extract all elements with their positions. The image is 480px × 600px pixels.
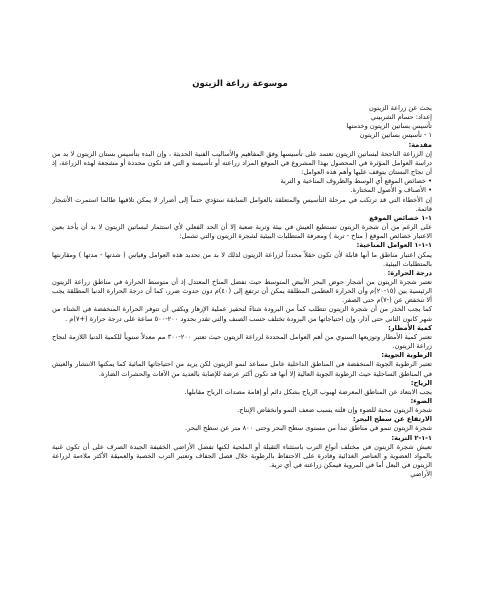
- section-heading: ١-١-١ العوامل المناخية:: [356, 241, 432, 250]
- paragraph: بحث عن زراعة الزيتون: [368, 104, 432, 112]
- paragraph: شجرة الزيتون محبة للضوء وإن قلته يسبب ضعف النمو وانخفاض الإنتاج.: [237, 406, 432, 415]
- paragraph: شجرة الزيتون تنمو في مناطق تبدأ من مستوى سطح البحر وحتى ٨٠٠ متر عن سطح البحر.: [185, 424, 432, 433]
- section-heading: الارتفاع عن سطح البحر:: [352, 415, 432, 424]
- paragraph: تأسيس بساتين الزيتون وخدمتها: [346, 122, 432, 131]
- paragraph: الأراضي: [410, 470, 432, 479]
- list-item: • الأصناف و الأصول المختارة.: [350, 186, 432, 195]
- paragraph: كما يجب الحذر من أن شجرة الزيتون تتطلب كماً من البرودة شتاءً لتحفيز عملية الإزهار ويكفي أن تتوفر الحرارة المنخفضة في الشتاء من شهر كانون الثاني حتى آذار، وإن احتياجاتها من البرودة تختلف حسب الصنف والتي تقدر بحدود ٢٠٠-٥٠٠ ساعة على درجة حرارة (+٧)م .: [52, 305, 432, 323]
- paragraph: تعتبر كمية الأمطار وتوزيعها السنوي من أهم العوامل المحددة لزراعة الزيتون حيث تعتبر ٢٠٠-٣٠٠ مم معدلاً سنوياً للكمية الدنيا اللازمة لنجاح زراعة الزيتون.: [52, 332, 432, 351]
- list-item: • خصائص الموقع أي الوسط والظروف المناخية و التربة: [280, 177, 432, 186]
- section-heading: الرطوبة الجوية:: [381, 351, 432, 360]
- paragraph: يجب الابتعاد عن المناطق المعرضة لهبوب الرياح بشكل دائم أو إقامة مصدات الرياح مقابلها.: [184, 387, 432, 396]
- paragraph: تعتبر الرطوبة الجوية المنخفضة في المناطق الداخلية عامل مساعد لنمو الزيتون لكن يزيد من احتياجاتها المائية كما يمكنها الانتشار والعيش في المناطق الساحلية حيث الرطوبة الجوية العالية إلا أنها قد تكون أكثر عرضة للإصابة بالعديد من الآفات والحشرات الضارة.: [52, 360, 432, 378]
- section-heading: الضوء:: [410, 397, 432, 405]
- paragraph: إن الأخطاء التي قد ترتكب في مرحلة التأسيس والمتعلقة بالعوامل السابقة ستؤدي حتماً إلى أضرار لا يمكن تلافيها طالما استمرت الأشجار قائمة.: [52, 195, 432, 213]
- paragraph: على الرغم من أن شجرة الزيتون تستطيع العيش في بيئة وتربة صعبة إلا أن الحد الفعلي لأي استثمار لبساتين الزيتون لا بد أن يأخذ بعين الاعتبار خصائص الموقع ( مناخ - تربة ) ومعرفة المتطلبات البيئية لشجرة الزيتون والتي تشمل:: [52, 223, 432, 241]
- section-heading: الرياح:: [410, 378, 432, 387]
- section-heading: مقدمة:: [408, 140, 432, 149]
- document-body: [52, 104, 432, 600]
- section-heading: كمية الأمطار:: [388, 323, 432, 332]
- paragraph: إعداد: حسام الشربيني: [370, 113, 432, 122]
- paragraph: تعتبر شجرة الزيتون من أشجار حوض البحر الأبيض المتوسط حيث تفضل المناخ المعتدل إذ أن متوسط الحرارة في مناطق زراعة الزيتون الرئيسية بين (١٥-٢٠)م وأن الحرارة العظمى المطلقة يمكن أن ترتفع إلى (٤٠)م دون حدوث ضرر، كما أن درجة الحرارة الدنيا المطلقة يجب ألا تنخفض عن (-٧)م حتى الصفر.: [52, 277, 432, 305]
- paragraph: يمكن اعتبار مناطق ما أنها قابلة لأن تكون حقلاً محدداً لزراعة الزيتون لذلك لا بد من تحديد هذه العوامل وقياس ( شدتها - مدتها ) ومقارنتها بالمتطلبات البيئية.: [52, 250, 432, 268]
- section-heading: ١-١ خصائص الموقع: [369, 213, 432, 222]
- section-heading: ١-١-٢ التربة:: [391, 433, 432, 442]
- paragraph: ١ - تأسيس بساتين الزيتون: [359, 131, 432, 140]
- section-heading: درجة الحرارة:: [387, 268, 432, 277]
- paragraph: تعيش شجرة الزيتون في مختلف أنواع الترب باستثناء الثقيلة أو الملحية لكنها تفضل الأراضي الخفيفة الجيدة الصرف على أن تكون غنية بالمواد العضوية و العناصر الغذائية وقادرة على الاحتفاظ بالرطوبة خلال فصل الجفاف وتعتبر الترب الخصبة والعميقة الأكثر ملاءمة لزراعة الزيتون في البعل أما في المروية فيمكن زراعته في أي تربة.: [52, 442, 432, 470]
- paragraph: إن الزراعة الناجحة لبساتين الزيتون تعتمد على تأسيسها وفق المفاهيم والأساليب الفنية الحديثة ، وإن البدء بتأسيس بستان الزيتون لا بد من دراسة العوامل المؤثرة في المحصول بهذا المشروع في الموقع المراد زراعته أو تأسيسه و التي قد تكون محددة أو مشجعة لهذه الزراعة، إذ أن نجاح البستان يتوقف عليها وأهم هذه العوامل:: [52, 149, 432, 177]
- page-title: موسوعة زراعة الزيتون: [192, 79, 288, 89]
